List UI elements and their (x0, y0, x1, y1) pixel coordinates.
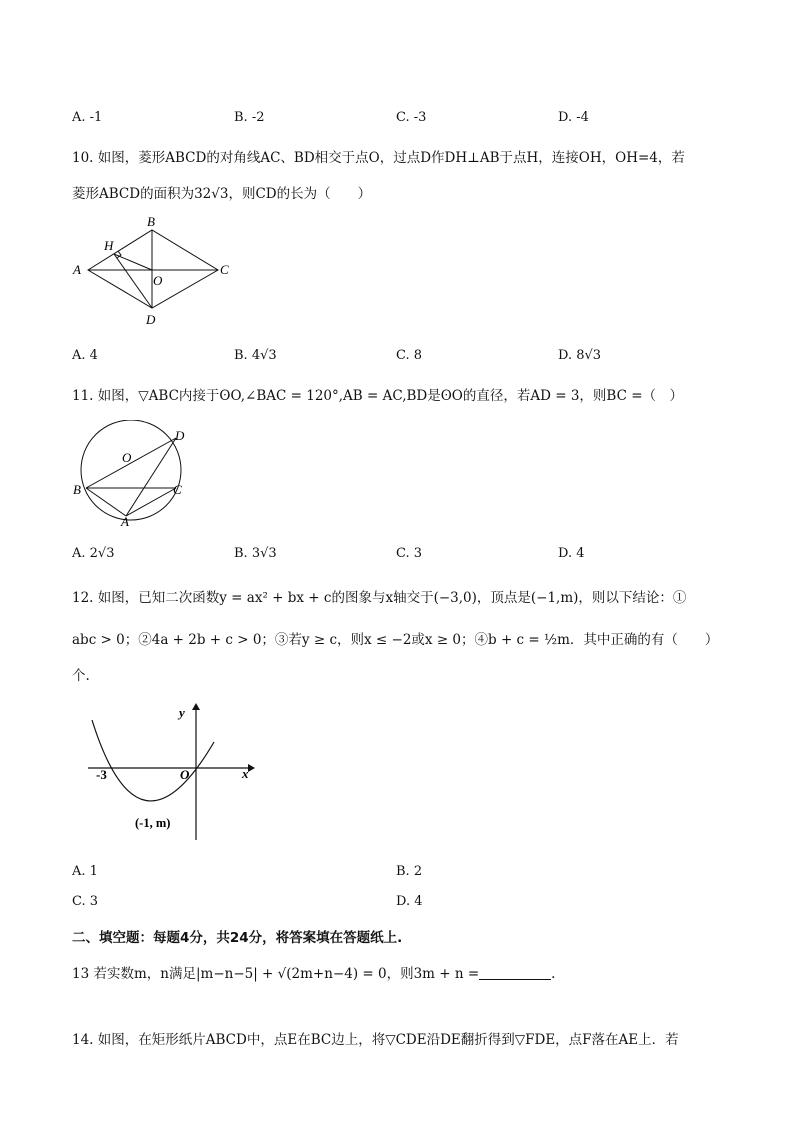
chord-ac (126, 488, 176, 516)
q11-stem-line1: 11. 如图，▽ABC内接于ʘO,∠BAC = 120°,AB = AC,BD是ʘO的直径，若AD = 3，则BC =（ ） (72, 388, 684, 404)
q13-period: . (551, 966, 556, 982)
label-b: B (147, 214, 155, 229)
label-a: A (121, 514, 129, 529)
q10-stem-line1: 10. 如图，菱形ABCD的对角线AC、BD相交于点O，过点D作DH⊥AB于点H，连接OH，OH=4，若 (72, 150, 685, 166)
q12-option-d: D. 4 (396, 894, 423, 909)
label-o: O (153, 273, 163, 288)
section-2-heading: 二、填空题：每题4分，共24分，将答案填在答题纸上. (72, 930, 403, 946)
label-c: C (173, 482, 182, 497)
label-d: D (175, 428, 185, 443)
q12-stem-line3: 个. (72, 668, 90, 684)
label-d: D (146, 312, 156, 327)
label-b: B (73, 482, 81, 497)
q11-option-b: B. 3√3 (234, 546, 277, 561)
q10-option-b: B. 4√3 (234, 348, 277, 363)
q10-stem-line2: 菱形ABCD的面积为32√3，则CD的长为（ ） (72, 186, 372, 202)
q10-option-d: D. 8√3 (558, 348, 602, 363)
q13-stem (72, 962, 555, 982)
label-x: x (242, 766, 249, 781)
q13-answer-blank[interactable] (479, 967, 551, 980)
label-h: H (104, 238, 114, 253)
label-a: A (73, 262, 81, 277)
q11-circle-figure (66, 420, 206, 532)
label-origin: O (180, 767, 190, 782)
circle-o (81, 420, 181, 520)
q9-option-a: A. -1 (72, 110, 103, 125)
q9-option-d: D. -4 (558, 110, 589, 125)
q10-rhombus-figure (66, 212, 246, 334)
label-c: C (220, 262, 229, 277)
q11-option-a: A. 2√3 (72, 546, 115, 561)
q12-stem-line1: 12. 如图，已知二次函数y = ax² + bx + c的图象与x轴交于(−3,0)，顶点是(−1,m)，则以下结论：① (72, 590, 687, 606)
q11-option-c: C. 3 (396, 546, 423, 561)
chord-ad (126, 438, 176, 516)
q9-option-b: B. -2 (234, 110, 265, 125)
q12-option-c: C. 3 (72, 894, 99, 909)
q9-option-c: C. -3 (396, 110, 427, 125)
label-y: y (179, 705, 185, 720)
y-axis-arrow (192, 703, 200, 710)
q10-option-a: A. 4 (72, 348, 98, 363)
q12-option-a: A. 1 (72, 864, 98, 879)
label-vertex: (-1, m) (135, 816, 171, 830)
q11-option-d: D. 4 (558, 546, 585, 561)
q12-parabola-figure (82, 700, 262, 846)
x-axis-arrow (248, 764, 255, 772)
label-o: O (122, 450, 132, 465)
q12-option-b: B. 2 (396, 864, 423, 879)
q10-option-c: C. 8 (396, 348, 423, 363)
q12-stem-line2: abc > 0；②4a + 2b + c > 0；③若y ≥ c，则x ≤ −2或x ≥ 0；④b + c = ½m．其中正确的有（ ） (72, 632, 719, 648)
q14-stem-line1: 14. 如图，在矩形纸片ABCD中，点E在BC边上，将▽CDE沿DE翻折得到▽FDE，点F落在AE上．若 (72, 1032, 679, 1048)
label-neg3: -3 (96, 767, 107, 782)
q13-text: 13 若实数m，n满足|m−n−5| + √(2m+n−4) = 0，则3m + n = (72, 966, 480, 982)
